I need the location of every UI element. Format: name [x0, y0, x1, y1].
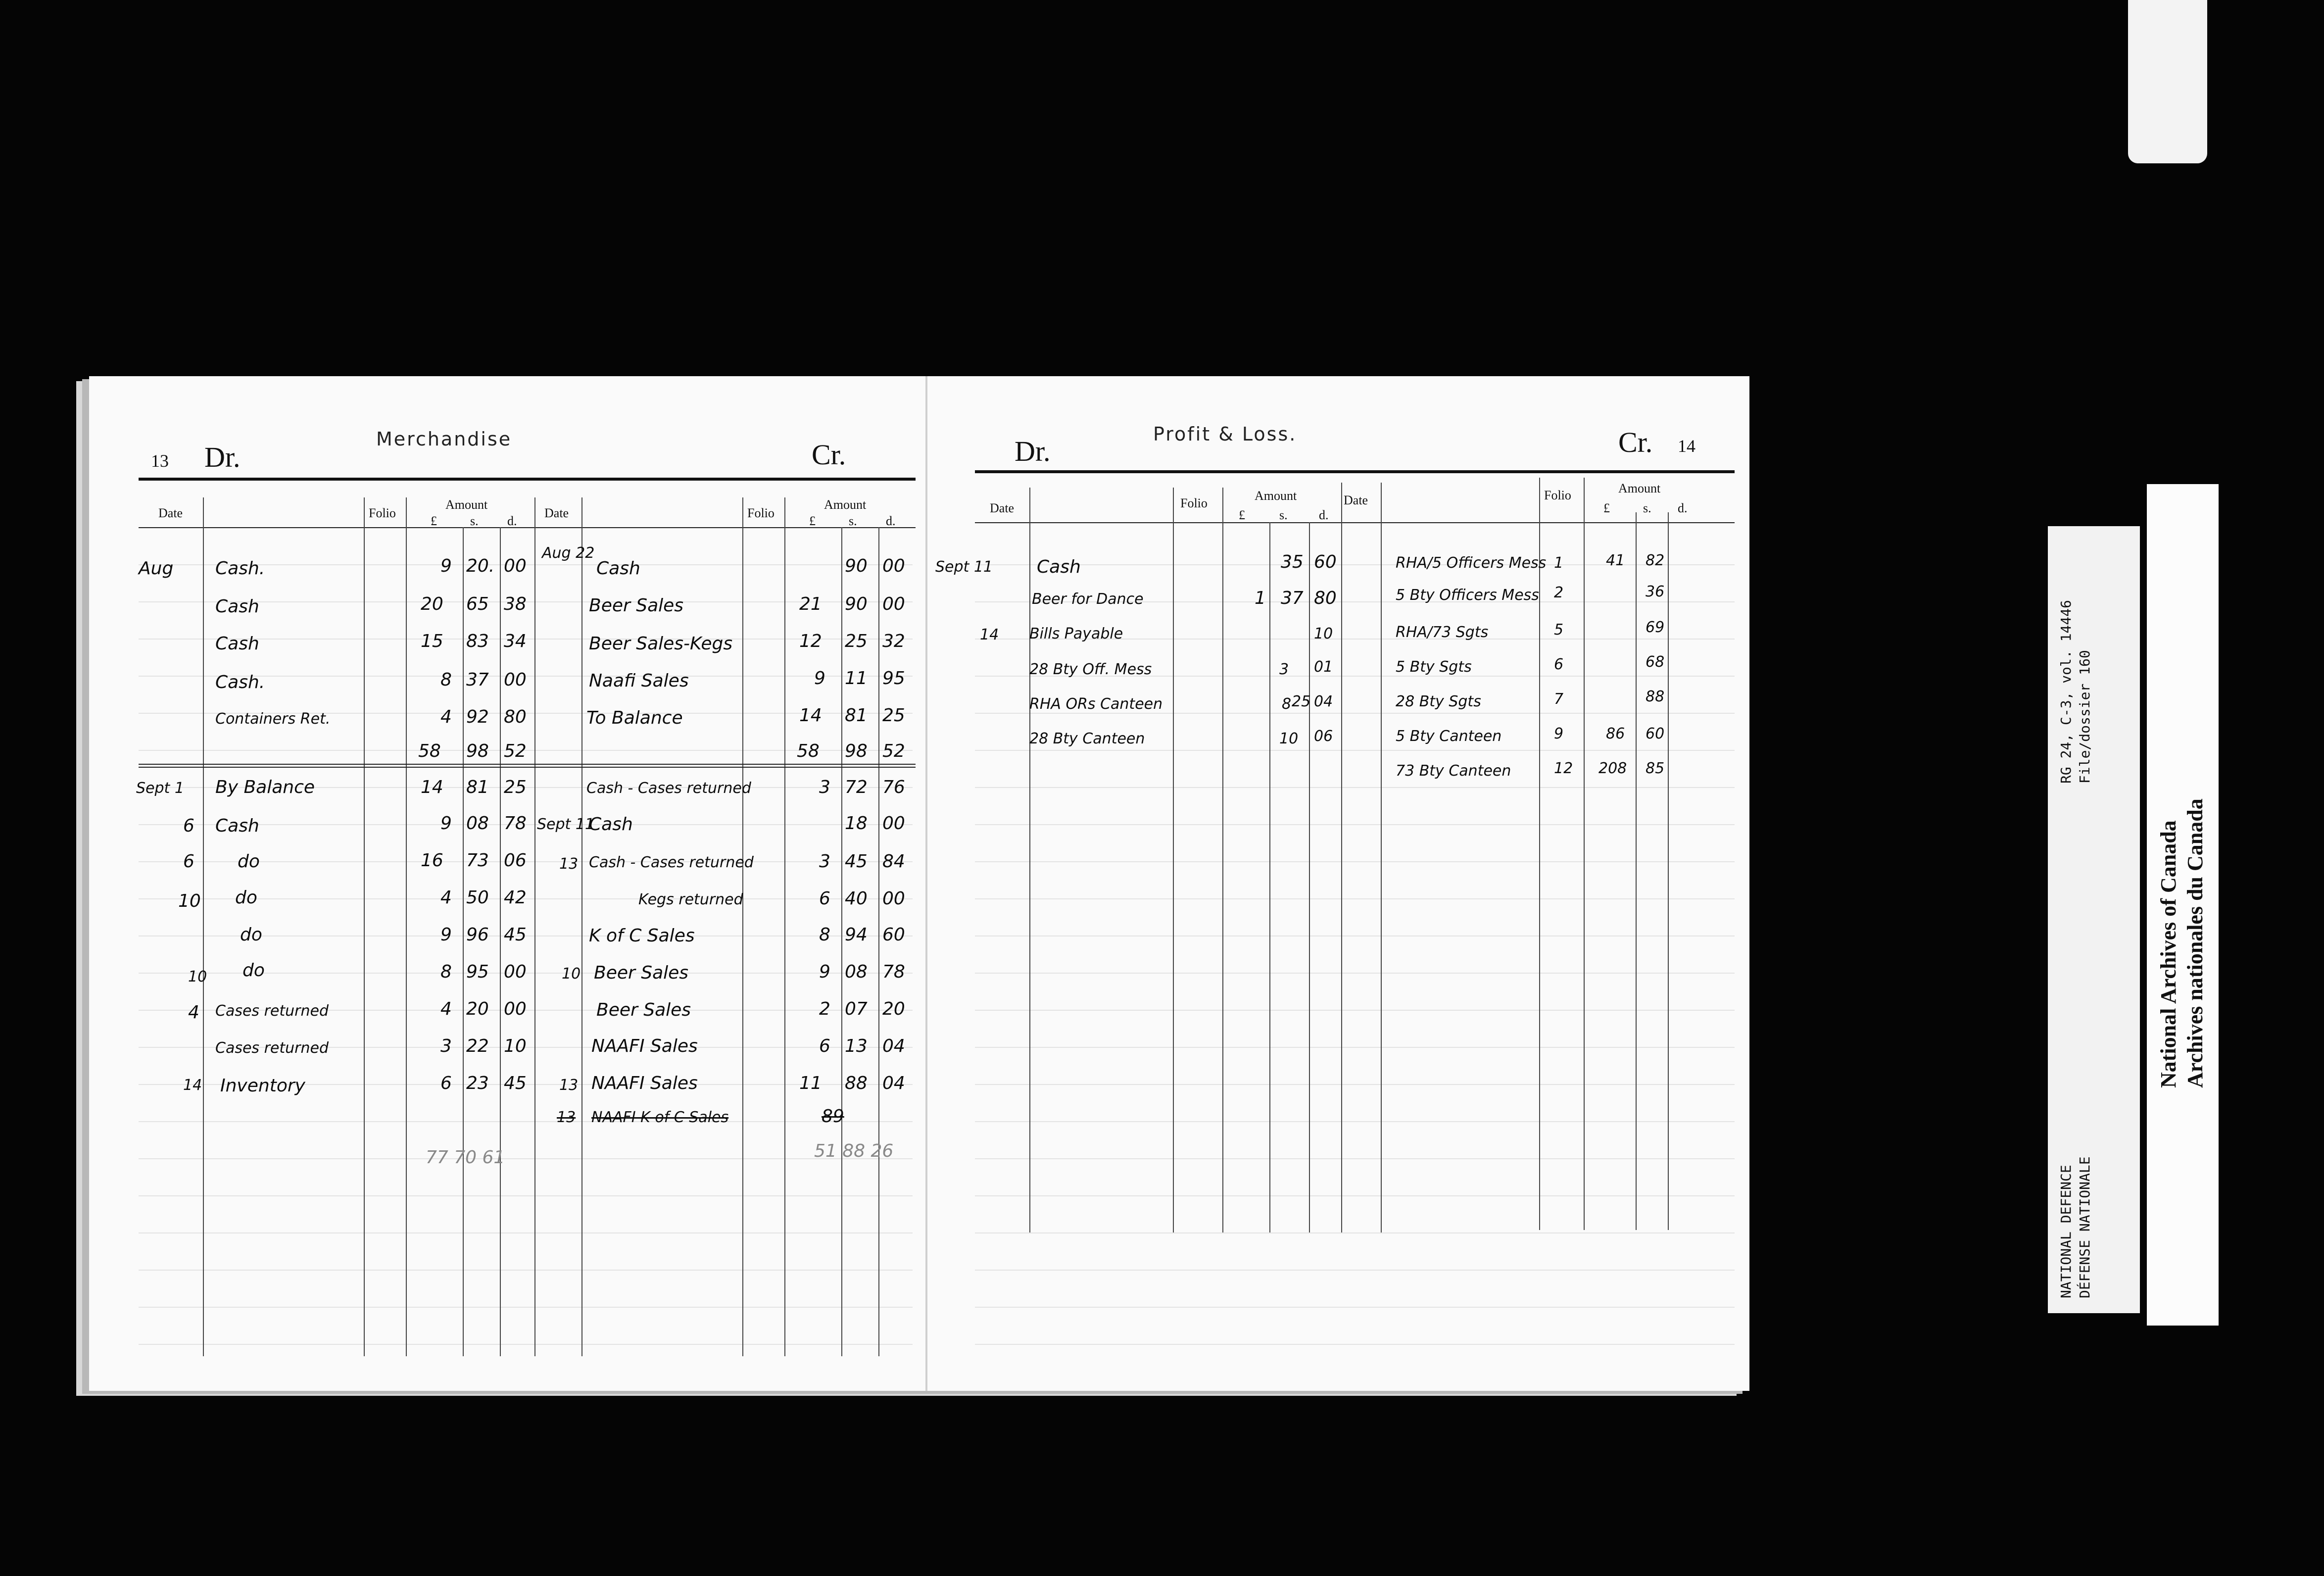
ledger-spread	[89, 376, 1749, 1391]
ruled-line	[975, 824, 1735, 825]
entry-pounds: 1	[1255, 588, 1266, 608]
right-vline	[1309, 522, 1310, 1232]
entry-description: Cash	[215, 816, 259, 836]
entry-pence: 00	[882, 556, 905, 576]
entry-pence: 76	[882, 777, 905, 797]
entry-shillings: 88	[1646, 688, 1665, 705]
entry-pounds: 20	[421, 594, 443, 614]
entry-description: Cash - Cases returned	[586, 780, 751, 797]
left-column-header-rule	[139, 527, 916, 528]
entry-description: 28 Bty Canteen	[1029, 730, 1145, 747]
entry-shillings: 35	[1281, 552, 1304, 572]
entry-pence: 95	[882, 668, 905, 689]
entry-folio: 2	[1554, 584, 1564, 601]
entry-description: Bills Payable	[1029, 625, 1123, 642]
entry-description: do	[242, 960, 265, 981]
left-account-title: Merchandise	[376, 428, 512, 450]
left-cr-label: Cr.	[812, 439, 846, 471]
entry-pounds: 9	[440, 813, 452, 834]
entry-shillings: 90	[845, 556, 868, 576]
entry-description: 5 Bty Sgts	[1396, 658, 1472, 676]
entry-date: Aug 22	[542, 544, 595, 562]
entry-shillings: 60	[1646, 725, 1665, 742]
right-credit-pounds-header: £	[1603, 501, 1610, 515]
entry-date: Sept 11	[935, 558, 993, 576]
archive-name-card	[2147, 484, 2219, 1326]
right-debit-folio-header: Folio	[1180, 496, 1208, 510]
entry-shillings: 13	[845, 1036, 868, 1056]
entry-shillings: 50	[466, 887, 489, 908]
entry-shillings: 36	[1646, 583, 1665, 600]
left-debit-shillings-header: s.	[470, 514, 479, 528]
entry-folio: 9	[1554, 725, 1564, 742]
entry-shillings: 18	[845, 813, 868, 834]
entry-date: Aug	[139, 558, 174, 579]
entry-description: RHA ORs Canteen	[1029, 695, 1163, 713]
ruled-line	[975, 1047, 1735, 1048]
entry-pence: 78	[882, 962, 905, 982]
right-dr-label: Dr.	[1015, 435, 1051, 467]
entry-description: RHA/73 Sgts	[1396, 624, 1489, 641]
entry-date: 10	[562, 965, 581, 983]
struck-entry-shillings: 89	[822, 1106, 844, 1127]
right-debit-pounds-header: £	[1239, 508, 1245, 522]
ruled-line	[975, 1195, 1735, 1196]
entry-date: Sept 1	[136, 780, 184, 797]
entry-pence: 20	[882, 999, 905, 1019]
entry-pence: 25	[504, 777, 527, 797]
entry-description: 28 Bty Sgts	[1396, 693, 1481, 710]
entry-description: K of C Sales	[589, 926, 695, 946]
left-dr-label: Dr.	[204, 441, 241, 473]
entry-pounds: 208	[1598, 760, 1627, 777]
right-column-header-rule	[975, 522, 1735, 523]
entry-date: 13	[557, 1109, 576, 1126]
entry-description: RHA/5 Officers Mess	[1396, 554, 1547, 572]
right-vline	[1269, 522, 1270, 1232]
entry-date: 13	[559, 855, 579, 873]
entry-shillings: 37	[1281, 588, 1304, 608]
ruled-line	[139, 1195, 913, 1196]
entry-shillings: 23	[466, 1073, 489, 1093]
entry-shillings: 94	[845, 925, 868, 945]
ruled-line	[975, 973, 1735, 974]
ruled-line	[975, 1084, 1735, 1085]
entry-pence: 10	[1314, 625, 1333, 642]
entry-pence: 78	[504, 813, 527, 834]
right-vline	[1341, 483, 1342, 1232]
ruled-line	[975, 861, 1735, 862]
left-page-number: 13	[151, 451, 169, 471]
right-vline	[1668, 512, 1669, 1230]
left-vline	[878, 527, 879, 1356]
entry-description: Cash	[215, 596, 259, 617]
right-credit-amount-header: Amount	[1618, 481, 1661, 495]
entry-pence: 60	[1314, 552, 1337, 572]
ruled-line	[139, 1158, 913, 1159]
entry-description: 5 Bty Canteen	[1396, 728, 1502, 745]
entry-pounds: 2	[819, 999, 830, 1019]
entry-description: To Balance	[586, 708, 683, 728]
entry-pence: 00	[882, 813, 905, 834]
ruled-line	[139, 1121, 913, 1122]
entry-pounds: 8	[440, 670, 452, 690]
entry-shillings: 82	[1646, 552, 1665, 569]
entry-shillings: 85	[1646, 760, 1665, 777]
ruled-line	[139, 1344, 913, 1345]
entry-description: 73 Bty Canteen	[1396, 762, 1511, 780]
right-credit-shillings-header: s.	[1643, 501, 1651, 515]
left-vline	[742, 497, 743, 1356]
right-vline	[1584, 478, 1585, 1230]
entry-description: 5 Bty Officers Mess	[1396, 587, 1539, 604]
entry-pounds: 14	[421, 777, 443, 797]
entry-pence: 04	[882, 1036, 905, 1056]
entry-shillings: 11	[845, 668, 868, 689]
entry-description: Beer for Dance	[1032, 591, 1144, 608]
ruled-line	[975, 787, 1735, 788]
entry-pounds: 4	[440, 887, 452, 908]
ruled-line	[139, 1270, 913, 1271]
left-vline	[534, 497, 535, 1356]
entry-pence: 04	[882, 1073, 905, 1093]
entry-pence: 01	[1314, 658, 1333, 676]
ruled-line	[975, 1010, 1735, 1011]
entry-shillings: 95	[466, 962, 489, 982]
entry-description: do	[240, 925, 262, 945]
entry-description: Beer Sales	[589, 595, 684, 616]
right-page	[925, 376, 1749, 1391]
entry-pence: 06	[504, 850, 527, 871]
left-page	[89, 376, 927, 1391]
entry-pence: 00	[882, 594, 905, 614]
entry-pence: 32	[882, 631, 905, 651]
entry-date: 4	[188, 1002, 199, 1023]
left-vline	[500, 527, 501, 1356]
entry-pence: 80	[1314, 588, 1337, 608]
entry-pounds: 4	[440, 999, 452, 1019]
entry-shillings: 81	[845, 705, 868, 726]
right-debit-amount-header: Amount	[1255, 489, 1297, 503]
left-credit-shillings-header: s.	[849, 514, 857, 528]
ruled-line	[975, 713, 1735, 714]
left-vline	[203, 497, 204, 1356]
ruled-line	[975, 1158, 1735, 1159]
entry-pence: 84	[882, 851, 905, 872]
entry-pounds: 6	[819, 1036, 830, 1056]
entry-pence: 00	[504, 999, 527, 1019]
entry-shillings: 88	[845, 1073, 868, 1093]
entry-folio: 1	[1554, 554, 1564, 572]
entry-pence: 80	[504, 707, 527, 727]
entry-folio: 7	[1554, 690, 1564, 708]
left-credit-pence-header: d.	[886, 514, 896, 528]
ruled-line	[975, 1344, 1735, 1345]
reference-line-1: RG 24, C-3, vol. 14446	[2058, 600, 2074, 784]
left-total-rule	[139, 767, 916, 768]
ruled-line	[975, 1307, 1735, 1308]
entry-shillings: 25	[845, 631, 868, 651]
entry-pence: 00	[504, 556, 527, 576]
left-debit-pence-header: d.	[507, 514, 517, 528]
left-total-rule	[139, 764, 916, 765]
left-credit-date-header: Date	[544, 506, 569, 520]
entry-shillings: 90	[845, 594, 868, 614]
entry-pounds: 16	[421, 850, 443, 871]
entry-description: Beer Sales-Kegs	[589, 634, 733, 654]
left-debit-pounds-header: £	[431, 514, 437, 528]
left-vline	[364, 497, 365, 1356]
entry-description: Cash.	[215, 558, 265, 579]
entry-shillings: 65	[466, 594, 489, 614]
entry-date: 13	[559, 1077, 579, 1094]
right-account-title: Profit & Loss.	[1153, 423, 1297, 445]
entry-description: NAAFI Sales	[591, 1036, 698, 1056]
entry-pounds: 9	[819, 962, 830, 982]
entry-description: Beer Sales	[594, 963, 689, 983]
entry-description: Beer Sales	[596, 1000, 691, 1020]
ruled-line	[975, 1270, 1735, 1271]
left-vline	[406, 497, 407, 1356]
entry-pence: 00	[504, 670, 527, 690]
right-vline	[1029, 488, 1030, 1232]
left-vline	[841, 527, 842, 1356]
credit-total-pounds: 58	[797, 741, 820, 761]
entry-date: 10	[178, 891, 201, 911]
entry-description: Cases returned	[215, 1039, 329, 1057]
left-header-rule	[139, 478, 916, 481]
entry-shillings: 08	[845, 962, 868, 982]
entry-pounds: 11	[799, 1073, 822, 1093]
entry-pence: 38	[504, 594, 527, 614]
right-vline	[1222, 488, 1223, 1232]
entry-shillings: 40	[845, 888, 868, 909]
entry-shillings: 81	[466, 777, 489, 797]
entry-shillings: 07	[845, 999, 868, 1019]
entry-pounds: 15	[421, 631, 443, 651]
entry-folio: 8	[1282, 695, 1292, 713]
left-debit-folio-header: Folio	[369, 506, 396, 520]
entry-shillings: 37	[466, 670, 489, 690]
entry-shillings: 20.	[466, 556, 495, 576]
debit-total-pence: 52	[504, 741, 527, 761]
struck-entry-description: NAAFI K of C Sales	[591, 1109, 729, 1126]
entry-pence: 34	[504, 631, 527, 651]
entry-date: 6	[183, 851, 194, 872]
right-cr-label: Cr.	[1618, 426, 1653, 458]
right-credit-folio-header: Folio	[1544, 488, 1571, 502]
entry-pence: 45	[504, 925, 527, 945]
reference-line-2: File/dossier 160	[2077, 650, 2093, 784]
right-credit-pence-header: d.	[1678, 501, 1688, 515]
entry-pounds: 12	[799, 631, 822, 651]
entry-pence: 00	[504, 962, 527, 982]
entry-description: Cases returned	[215, 1002, 329, 1020]
entry-description: Naafi Sales	[589, 671, 689, 691]
entry-pounds: 6	[440, 1073, 452, 1093]
entry-pounds: 9	[440, 556, 452, 576]
right-debit-pence-header: d.	[1319, 508, 1329, 522]
entry-date: 10	[188, 968, 207, 985]
entry-pounds: 86	[1606, 725, 1625, 742]
ruled-line	[139, 1307, 913, 1308]
entry-date: Sept 11	[537, 816, 595, 833]
entry-pounds: 6	[819, 888, 830, 909]
entry-pence: 42	[504, 887, 527, 908]
ruled-line	[975, 750, 1735, 751]
right-credit-date-header: Date	[1344, 493, 1368, 507]
ruled-line	[139, 1232, 913, 1233]
entry-shillings: 92	[466, 707, 489, 727]
left-vline	[581, 497, 582, 1356]
entry-description: Cash	[596, 558, 640, 579]
left-credit-pounds-header: £	[809, 514, 816, 528]
debit-total-pounds: 58	[418, 741, 441, 761]
entry-shillings: 45	[845, 851, 868, 872]
archive-name-french: Archives nationales du Canada	[2183, 798, 2207, 1088]
entry-folio: 6	[1554, 656, 1564, 673]
entry-pence: 25	[882, 705, 905, 726]
entry-pounds: 21	[799, 594, 822, 614]
credit-total-shillings: 98	[845, 741, 868, 761]
ruled-line	[975, 1232, 1735, 1233]
left-debit-amount-header: Amount	[445, 497, 488, 512]
department-line-2: DÉFENSE NATIONALE	[2077, 1156, 2093, 1298]
left-debit-date-header: Date	[158, 506, 183, 520]
entry-pounds: 14	[799, 705, 822, 726]
entry-folio: 10	[1279, 730, 1299, 747]
entry-description: Inventory	[220, 1076, 305, 1096]
entry-shillings: 96	[466, 925, 489, 945]
entry-shillings: 72	[845, 777, 868, 797]
entry-description: do	[235, 887, 257, 908]
entry-pence: 00	[882, 888, 905, 909]
index-tab	[2128, 0, 2207, 163]
ruled-line	[975, 1121, 1735, 1122]
entry-pounds: 3	[819, 777, 830, 797]
entry-pounds: 3	[440, 1036, 452, 1056]
entry-pounds: 3	[819, 851, 830, 872]
debit-total-shillings: 98	[466, 741, 489, 761]
archive-reference-card	[2048, 526, 2140, 1313]
credit-total-pence: 52	[882, 741, 905, 761]
left-credit-folio-header: Folio	[747, 506, 775, 520]
entry-shillings: 69	[1646, 619, 1665, 636]
entry-description: Cash - Cases returned	[589, 854, 754, 871]
entry-description: Containers Ret.	[215, 710, 331, 728]
entry-date: 6	[183, 816, 194, 836]
entry-description: Cash	[589, 814, 633, 835]
entry-folio: 5	[1554, 621, 1564, 639]
right-vline	[1636, 512, 1637, 1230]
left-vline	[463, 527, 464, 1356]
right-debit-shillings-header: s.	[1279, 508, 1288, 522]
entry-shillings: 22	[466, 1036, 489, 1056]
entry-description: NAAFI Sales	[591, 1073, 698, 1093]
entry-pence: 10	[504, 1036, 527, 1056]
entry-shillings: 25	[1292, 693, 1311, 710]
entry-shillings: 68	[1646, 653, 1665, 671]
right-vline	[1173, 488, 1174, 1232]
entry-description: Cash	[215, 634, 259, 654]
archive-name-english: National Archives of Canada	[2156, 820, 2180, 1088]
entry-pence: 04	[1314, 693, 1333, 710]
entry-folio: 12	[1554, 760, 1573, 777]
ruled-line	[975, 898, 1735, 899]
entry-pounds: 9	[814, 668, 825, 689]
left-vline	[784, 497, 785, 1356]
entry-pounds: 41	[1606, 552, 1625, 569]
right-header-rule	[975, 470, 1735, 473]
entry-description: do	[238, 851, 260, 872]
entry-description: Cash.	[215, 672, 265, 692]
entry-shillings: 73	[466, 850, 489, 871]
left-credit-amount-header: Amount	[824, 497, 867, 512]
entry-pounds: 8	[440, 962, 452, 982]
entry-description: 28 Bty Off. Mess	[1029, 661, 1152, 678]
entry-shillings: 20	[466, 999, 489, 1019]
entry-pence: 06	[1314, 728, 1333, 745]
entry-pounds: 8	[819, 925, 830, 945]
faint-credit-sum: 51 88 26	[814, 1141, 894, 1161]
department-line-1: NATIONAL DEFENCE	[2058, 1165, 2074, 1298]
right-debit-date-header: Date	[990, 501, 1015, 515]
entry-shillings: 08	[466, 813, 489, 834]
entry-pounds: 4	[440, 707, 452, 727]
entry-pounds: 9	[440, 925, 452, 945]
entry-description: Cash	[1037, 557, 1081, 577]
faint-debit-sum: 77 70 61	[426, 1147, 505, 1168]
right-vline	[1381, 483, 1382, 1232]
entry-date: 14	[980, 626, 999, 643]
entry-description: By Balance	[215, 777, 315, 797]
entry-pence: 45	[504, 1073, 527, 1093]
entry-pence: 60	[882, 925, 905, 945]
entry-description: Kegs returned	[638, 891, 743, 908]
entry-folio: 3	[1279, 661, 1289, 678]
right-page-number: 14	[1678, 436, 1695, 456]
entry-shillings: 83	[466, 631, 489, 651]
entry-date: 14	[183, 1077, 202, 1094]
right-vline	[1539, 478, 1540, 1230]
